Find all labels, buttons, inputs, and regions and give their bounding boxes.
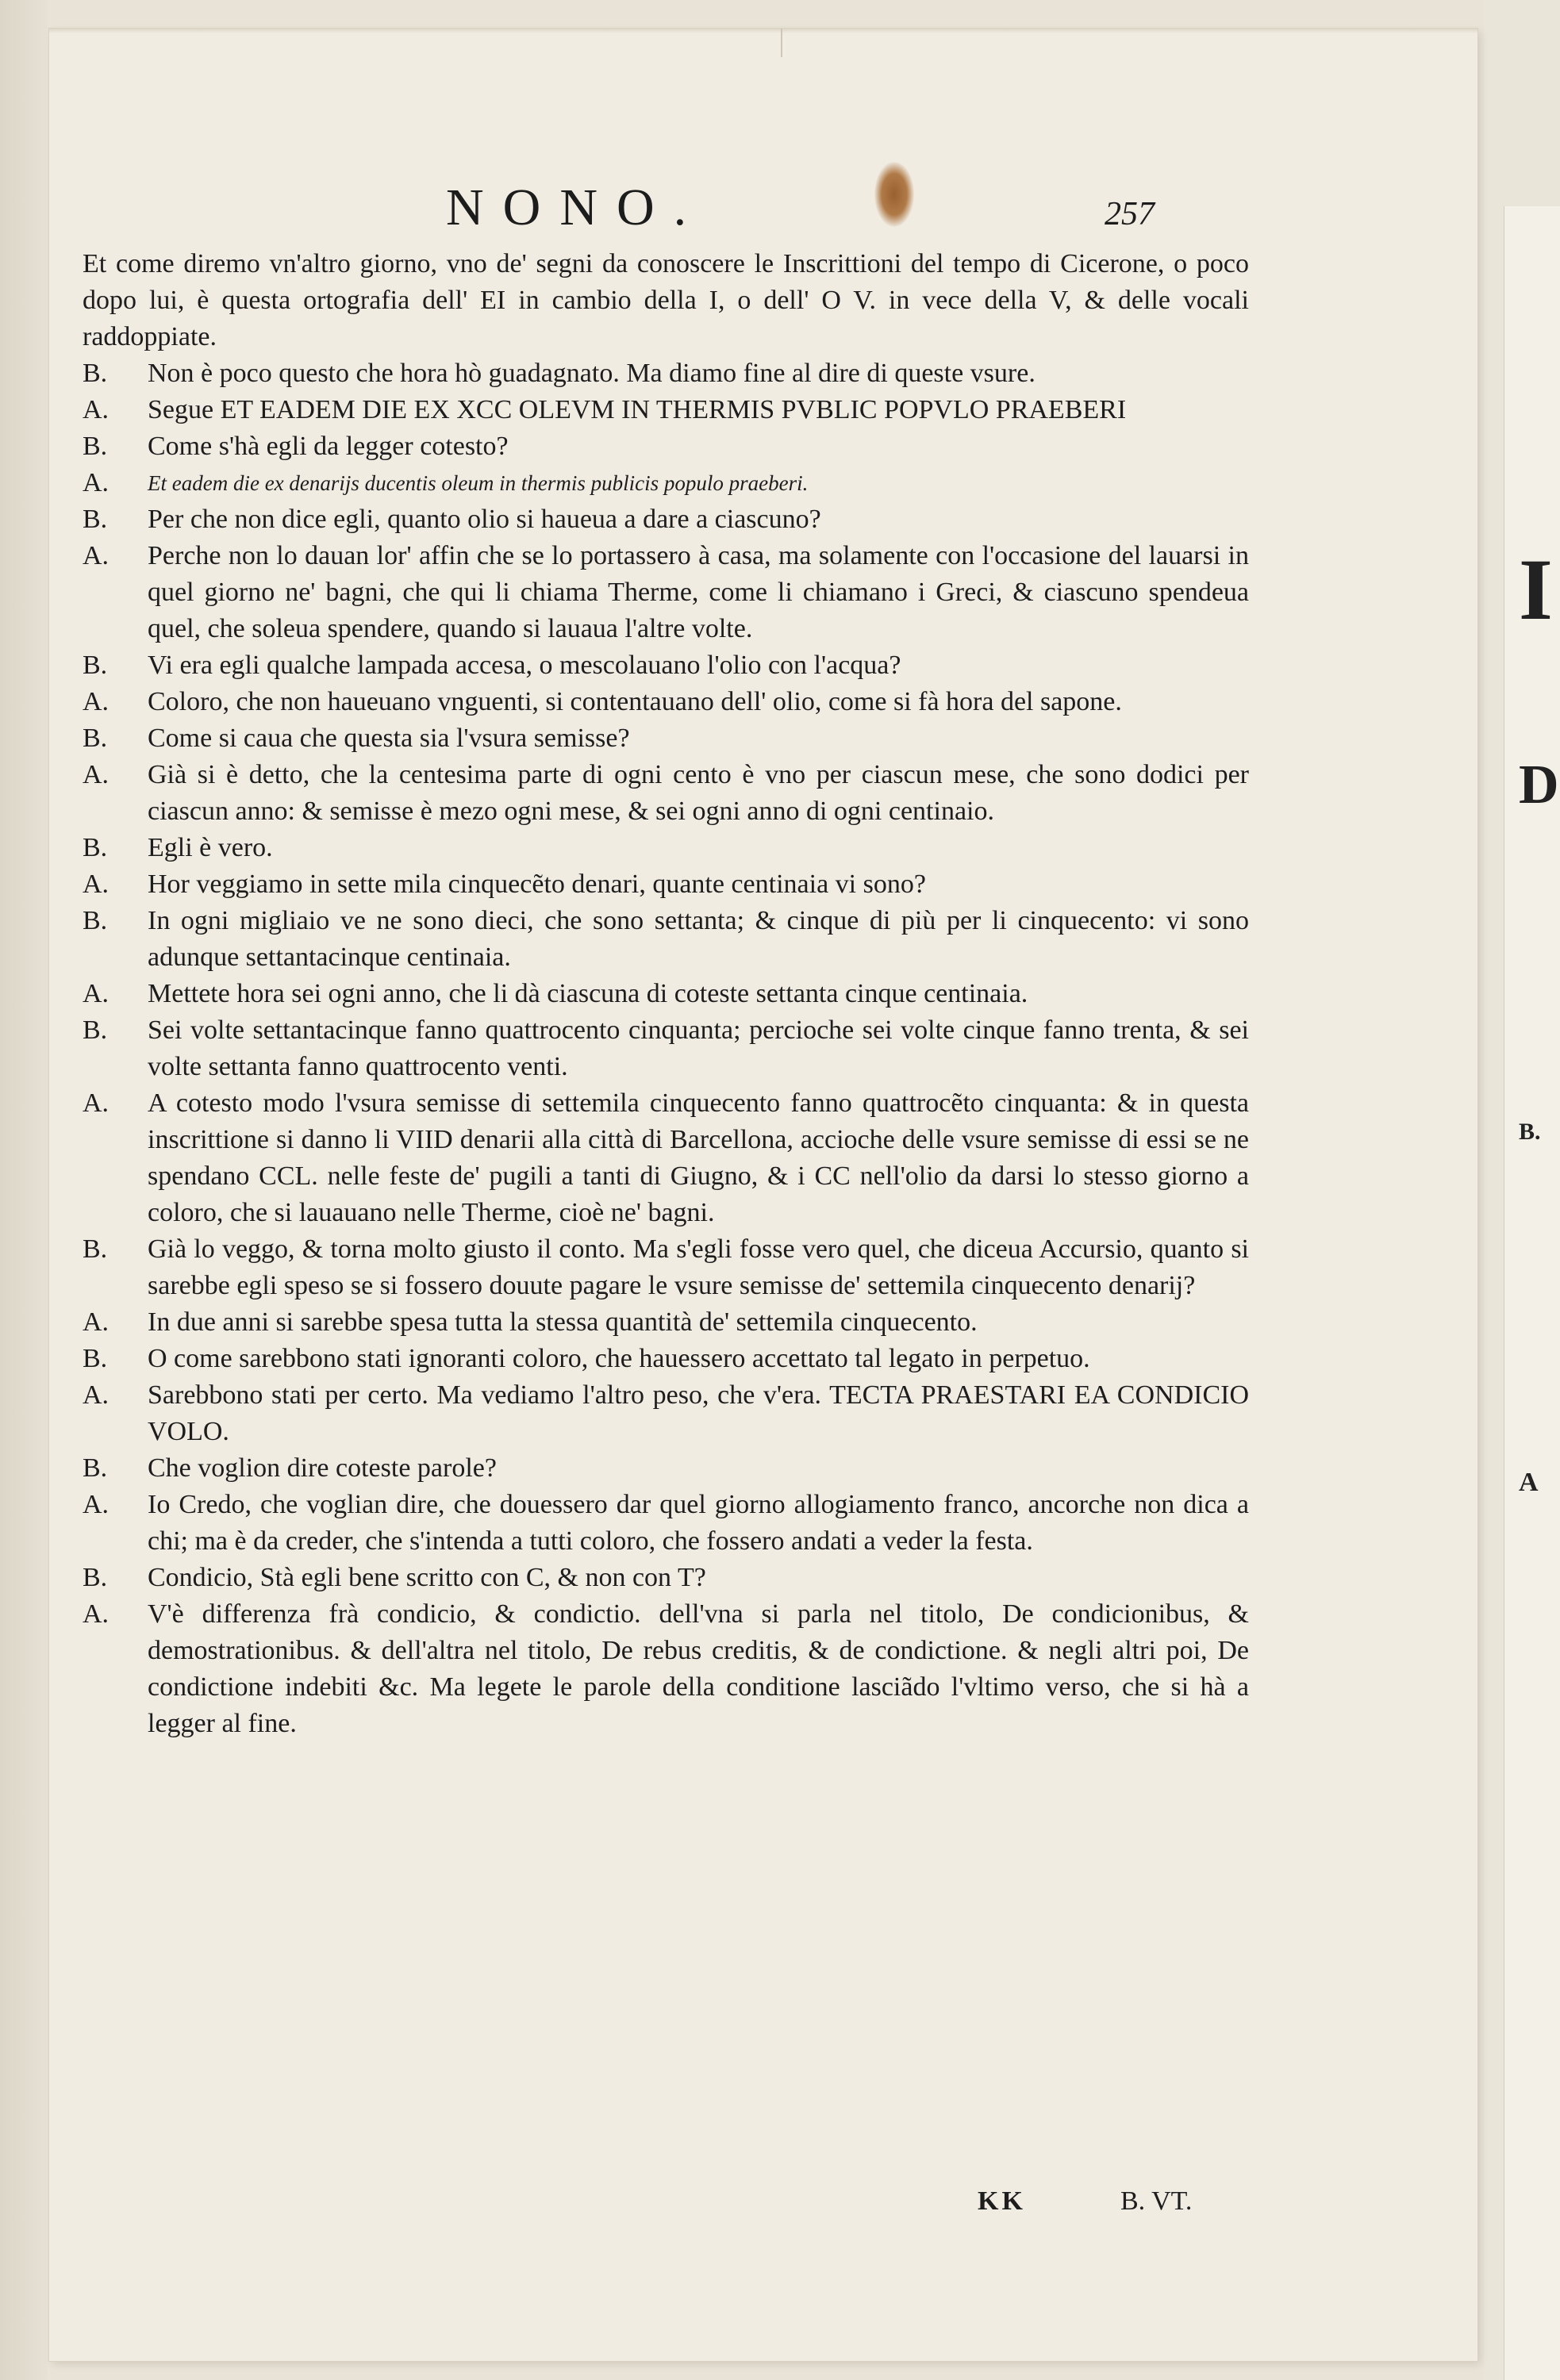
dialogue-paragraph — [83, 1487, 1249, 1560]
speaker-label: B. — [83, 505, 108, 534]
signature-mark: KK — [978, 2186, 1026, 2216]
paragraph-text: Perche non lo dauan lor' affin che se lo portassero à casa, ma solamente con l'occasione del lauarsi in quel giorno ne' bagni, che qui li chiama Therme, come li chiamano i Greci, & ciascuno spendeua quel, che soleua spendere, quando si lauaua l'altre volte. — [148, 541, 1249, 643]
speaker-label: A. — [83, 687, 110, 716]
paragraph-text: Egli è vero. — [148, 833, 273, 862]
dialogue-paragraph — [83, 757, 1249, 830]
speaker-label: B. — [83, 833, 108, 862]
running-head: NONO. — [446, 178, 706, 236]
speaker-label: B. — [83, 1453, 108, 1483]
paragraph-text: V'è differenza frà condicio, & condictio. dell'vna si parla nel titolo, De condicionibus, & demostrationibus. & dell'altra nel titolo, De rebus creditis, & de condictione. & negli altri poi, De condictione indebiti &c. Ma legete le parole della conditione lasciãdo l'vltimo verso, che si hà a legger al fine. — [148, 1599, 1249, 1738]
speaker-label: A. — [83, 1380, 110, 1410]
paragraph-text: Non è poco questo che hora hò guadagnato. Ma diamo fine al dire di queste vsure. — [148, 359, 1036, 388]
paragraph-text: Per che non dice egli, quanto olio si haueua a dare a ciascuno? — [148, 505, 821, 534]
dialogue-paragraph — [83, 392, 1249, 428]
dialogue-paragraph — [83, 355, 1249, 392]
dialogue-paragraph — [83, 1560, 1249, 1596]
facing-page-letter: I — [1519, 541, 1553, 638]
paragraph-text: Mettete hora sei ogni anno, che li dà ciascuna di coteste settanta cinque centinaia. — [148, 979, 1028, 1008]
page-header — [49, 178, 1477, 241]
paragraph-text: In due anni si sarebbe spesa tutta la stessa quantità de' settemila cinquecento. — [148, 1307, 978, 1337]
speaker-label: B. — [83, 1563, 108, 1592]
speaker-label: A. — [83, 1307, 110, 1337]
paragraph-text: Che voglion dire coteste parole? — [148, 1453, 497, 1483]
dialogue-paragraph — [83, 428, 1249, 465]
paragraph-text: Et eadem die ex denarijs ducentis oleum in thermis publicis populo praeberi. — [148, 471, 809, 495]
paragraph-text: Già si è detto, che la centesima parte di ogni cento è vno per ciascun mese, che sono dodici per ciascun anno: & semisse è mezo ogni mese, & sei ogni anno di ogni centinaio. — [148, 760, 1249, 826]
book-page — [49, 29, 1477, 2361]
background-left-margin — [0, 0, 48, 2380]
speaker-label: A. — [83, 869, 110, 899]
catchword: B. VT. — [1120, 2186, 1193, 2216]
paragraph-text: Hor veggiamo in sette mila cinquecẽto denari, quante centinaia vi sono? — [148, 869, 926, 899]
dialogue-paragraph — [83, 830, 1249, 866]
dialogue-paragraph — [83, 1596, 1249, 1742]
paragraph-text: Et come diremo vn'altro giorno, vno de' segni da conoscere le Inscrittioni del tempo di Cicerone, o poco dopo lui, è questa ortografia dell' EI in cambio della I, o dell' O V. in vece della V, & delle vocali raddoppiate. — [83, 249, 1249, 351]
paragraph-text: Come si caua che questa sia l'vsura semisse? — [148, 724, 630, 753]
dialogue-paragraph — [83, 720, 1249, 757]
speaker-label: A. — [83, 395, 110, 424]
dialogue-paragraph — [83, 903, 1249, 976]
dialogue-paragraph — [83, 1377, 1249, 1450]
dialogue-paragraph — [83, 501, 1249, 538]
dialogue-paragraph — [83, 1450, 1249, 1487]
dialogue-paragraph — [83, 1304, 1249, 1341]
speaker-label: A. — [83, 979, 110, 1008]
speaker-label: B. — [83, 906, 108, 935]
speaker-label: B. — [83, 359, 108, 388]
dialogue-paragraph — [83, 1012, 1249, 1085]
facing-page-edge — [1504, 206, 1560, 2380]
paragraph-text: Sarebbono stati per certo. Ma vediamo l'altro peso, che v'era. TECTA PRAESTARI EA CONDICIO VOLO. — [148, 1380, 1249, 1446]
paragraph-text: Sei volte settantacinque fanno quattrocento cinquanta; percioche sei volte cinque fanno trenta, & sei volte settanta fanno quattrocento venti. — [148, 1015, 1249, 1081]
paragraph-text: A cotesto modo l'vsura semisse di settemila cinquecento fanno quattrocẽto cinquanta: & in questa inscrittione si danno li VIID denarii alla città di Barcellona, accioche delle vsure semisse di essi se ne spendano CCL. nelle feste de' pugili a tanti di Giugno, & i CC nell'olio da darsi lo stesso giorno a coloro, che si lauauano nelle Therme, cioè ne' bagni. — [148, 1088, 1249, 1227]
facing-page-letter: D — [1519, 754, 1559, 816]
dialogue-paragraph — [83, 1341, 1249, 1377]
dialogue-paragraph — [83, 976, 1249, 1012]
speaker-label: A. — [83, 760, 110, 789]
paragraph-text: Vi era egli qualche lampada accesa, o mescolauano l'olio con l'acqua? — [148, 651, 901, 680]
dialogue-paragraph — [83, 647, 1249, 684]
facing-page-letter: B. — [1519, 1119, 1541, 1145]
speaker-label: A. — [83, 1088, 110, 1118]
paragraph-text: Segue ET EADEM DIE EX XCC OLEVM IN THERMIS PVBLIC POPVLO PRAEBERI — [148, 395, 1127, 424]
paragraph-text: Io Credo, che voglian dire, che douessero dar quel giorno allogiamento franco, ancorche non dica a chi; ma è da creder, che s'intenda a tutti coloro, che fossero andati a veder la festa. — [148, 1490, 1249, 1556]
dialogue-paragraph — [83, 866, 1249, 903]
speaker-label: B. — [83, 1234, 108, 1264]
speaker-label: A. — [83, 1490, 110, 1519]
paragraph-text: O come sarebbono stati ignoranti coloro, che hauessero accettato tal legato in perpetuo. — [148, 1344, 1090, 1373]
page-fold — [781, 29, 782, 57]
paragraph-text: Già lo veggo, & torna molto giusto il conto. Ma s'egli fosse vero quel, che diceua Accursio, quanto si sarebbe egli speso se si fossero douute pagare le vsure semisse de' settemila cinquecento denarij? — [148, 1234, 1249, 1300]
dialogue-paragraph — [83, 465, 1249, 501]
dialogue-text — [83, 246, 1249, 1742]
dialogue-paragraph — [83, 246, 1249, 355]
speaker-label: A. — [83, 468, 110, 497]
speaker-label: B. — [83, 1015, 108, 1045]
speaker-label: A. — [83, 1599, 110, 1629]
facing-page-letter: A — [1519, 1468, 1539, 1497]
paragraph-text: Come s'hà egli da legger cotesto? — [148, 432, 509, 461]
dialogue-paragraph — [83, 1085, 1249, 1231]
speaker-label: B. — [83, 1344, 108, 1373]
speaker-label: B. — [83, 724, 108, 753]
dialogue-paragraph — [83, 538, 1249, 647]
speaker-label: A. — [83, 541, 110, 570]
dialogue-paragraph — [83, 1231, 1249, 1304]
paragraph-text: Coloro, che non haueuano vnguenti, si contentauano dell' olio, come si fà hora del sapone. — [148, 687, 1122, 716]
paragraph-text: Condicio, Stà egli bene scritto con C, & non con T? — [148, 1563, 706, 1592]
page-number: 257 — [1105, 196, 1155, 232]
speaker-label: B. — [83, 651, 108, 680]
dialogue-paragraph — [83, 684, 1249, 720]
paragraph-text: In ogni migliaio ve ne sono dieci, che sono settanta; & cinque di più per li cinquecento: vi sono adunque settantacinque centinaia. — [148, 906, 1249, 972]
speaker-label: B. — [83, 432, 108, 461]
